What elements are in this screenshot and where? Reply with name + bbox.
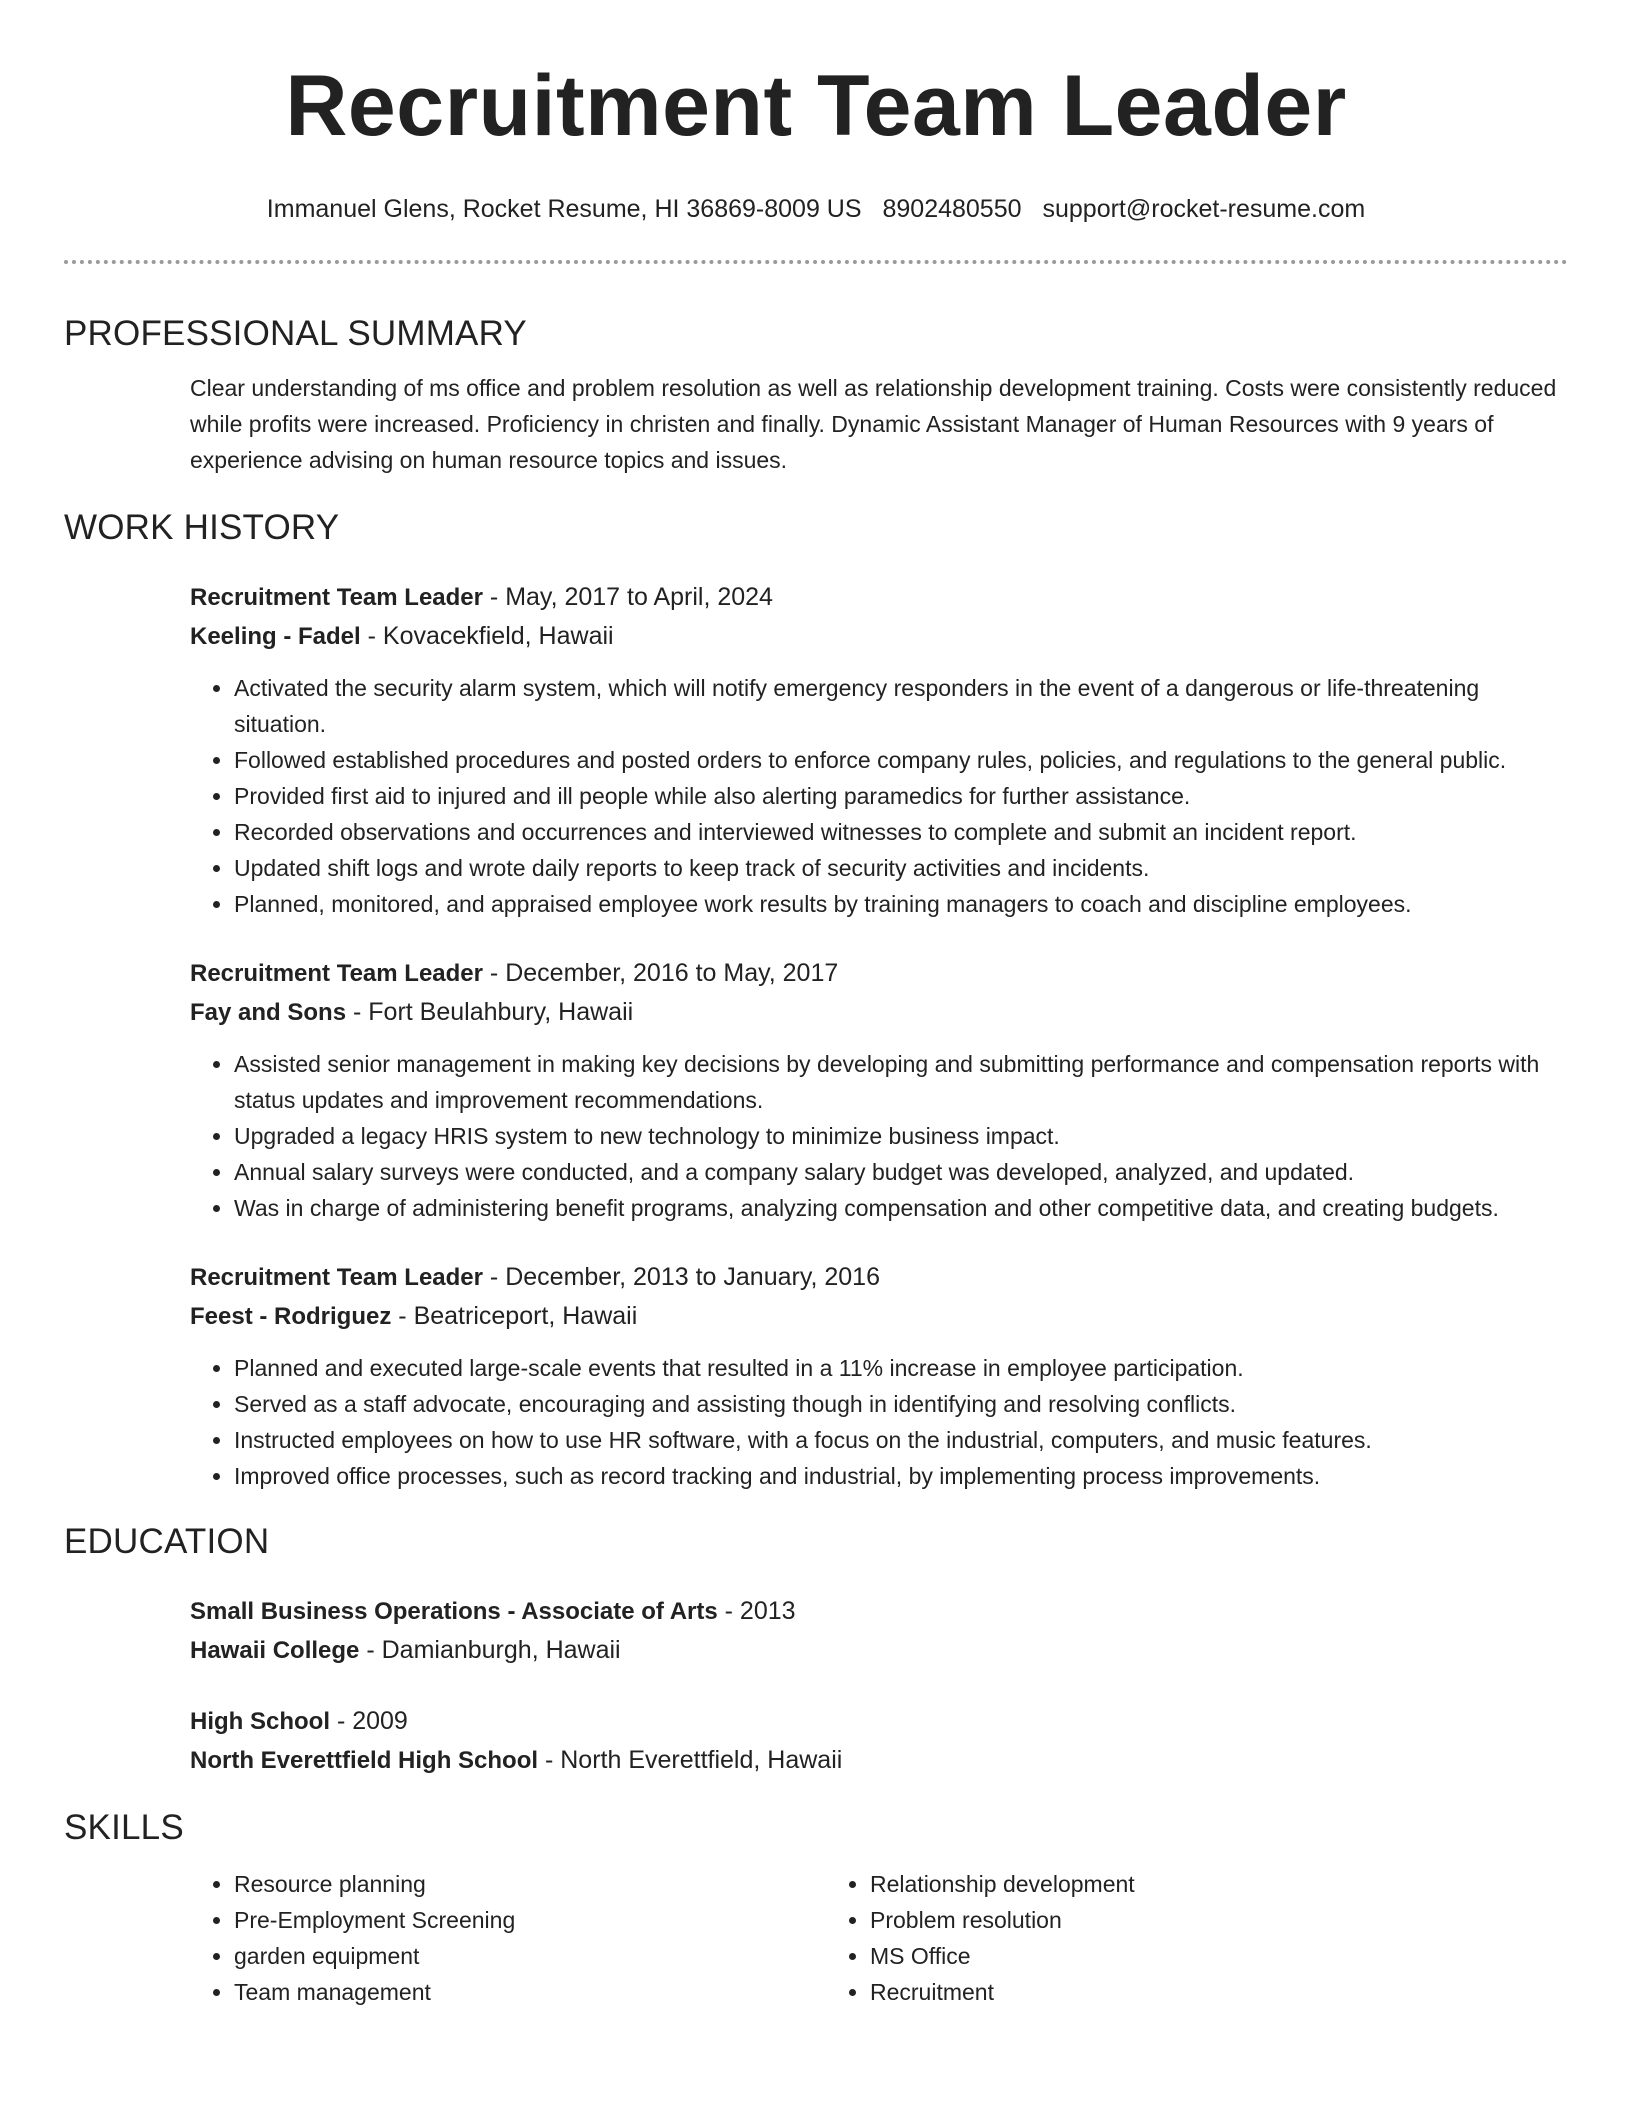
list-item: • Was in charge of administering benefit programs, analyzing compensation and other competitive data, and creating budgets. (234, 1190, 1568, 1226)
skill-item: • Recruitment (870, 1974, 1462, 2010)
job-company: Fay and Sons (190, 999, 347, 1026)
list-item: • Planned, monitored, and appraised employee work results by training managers to coach and discipline employees. (234, 886, 1568, 922)
list-item: • Assisted senior management in making key decisions by developing and submitting performance and compensation reports with status updates and improvement recommendations. (234, 1046, 1568, 1118)
education-location: - North Everettfield, Hawaii (538, 1746, 843, 1774)
job-company: Feest - Rodriguez (190, 1303, 392, 1330)
education-school: Hawaii College (190, 1637, 360, 1664)
education-entry (190, 1702, 1568, 1780)
job-title-line (190, 578, 1568, 617)
skill-item: • garden equipment (234, 1938, 826, 1974)
education-degree: High School (190, 1708, 330, 1735)
summary-text: Clear understanding of ms office and problem resolution as well as relationship development training. Costs were consistently reduced while profits were increased. Proficiency in christen and finally. Dynamic Assistant Manager of Human Resources with 9 years of experience advising on human resource topics and issues. (190, 375, 1557, 473)
list-item: • Improved office processes, such as record tracking and industrial, by implementing process improvements. (234, 1458, 1568, 1494)
list-item: • Instructed employees on how to use HR software, with a focus on the industrial, computers, and music features. (234, 1422, 1568, 1458)
list-item: • Annual salary surveys were conducted, and a company salary budget was developed, analyzed, and updated. (234, 1154, 1568, 1190)
list-item: • Recorded observations and occurrences and interviewed witnesses to complete and submit an incident report. (234, 814, 1568, 850)
job-company-line (190, 993, 1568, 1032)
job-company-line (190, 1297, 1568, 1336)
education-degree-line (190, 1592, 1568, 1631)
job-title-line (190, 954, 1568, 993)
education-location: - Damianburgh, Hawaii (359, 1636, 621, 1664)
list-item: • Provided first aid to injured and ill people while also alerting paramedics for further assistance. (234, 778, 1568, 814)
job-entry (190, 1258, 1568, 1494)
contact-address: Immanuel Glens, Rocket Resume, HI 36869-8009 US (266, 195, 862, 223)
skill-item: • MS Office (870, 1938, 1462, 1974)
list-item: • Served as a staff advocate, encouraging and assisting though in identifying and resolving conflicts. (234, 1386, 1568, 1422)
job-role: Recruitment Team Leader (190, 1264, 483, 1291)
list-item: • Followed established procedures and posted orders to enforce company rules, policies, and regulations to the general public. (234, 742, 1568, 778)
job-company-line (190, 617, 1568, 656)
job-location: - Kovacekfield, Hawaii (360, 622, 614, 650)
header-divider (64, 260, 1568, 264)
skill-item: • Relationship development (870, 1866, 1462, 1902)
job-role: Recruitment Team Leader (190, 584, 483, 611)
skills-grid (190, 1866, 1568, 2010)
education-entry (190, 1592, 1568, 1670)
contact-phone: 8902480550 (882, 195, 1022, 223)
education-year: - 2013 (717, 1597, 796, 1625)
list-item: • Upgraded a legacy HRIS system to new technology to minimize business impact. (234, 1118, 1568, 1154)
section-title-skills: SKILLS (64, 1808, 184, 1847)
skills-column-right (826, 1866, 1462, 2010)
skills-column-left (190, 1866, 826, 2010)
job-bullets (190, 1350, 1568, 1494)
list-item: • Activated the security alarm system, which will notify emergency responders in the event of a dangerous or life-threatening situation. (234, 670, 1568, 742)
section-title-education: EDUCATION (64, 1522, 270, 1561)
job-bullets (190, 1046, 1568, 1226)
job-location: - Fort Beulahbury, Hawaii (346, 998, 634, 1026)
job-title-line (190, 1258, 1568, 1297)
job-entry (190, 578, 1568, 922)
contact-line (64, 192, 1568, 226)
skill-item: • Resource planning (234, 1866, 826, 1902)
job-dates: - December, 2016 to May, 2017 (482, 959, 839, 987)
section-title-summary: PROFESSIONAL SUMMARY (64, 314, 527, 353)
education-year: - 2009 (330, 1707, 408, 1735)
job-entry (190, 954, 1568, 1226)
education-degree: Small Business Operations - Associate of Arts (190, 1598, 718, 1625)
section-title-work-history: WORK HISTORY (64, 508, 340, 547)
education-degree-line (190, 1702, 1568, 1741)
job-company: Keeling - Fadel (190, 623, 361, 650)
job-dates: - May, 2017 to April, 2024 (482, 583, 773, 611)
education-school: North Everettfield High School (190, 1747, 539, 1774)
skill-item: • Pre-Employment Screening (234, 1902, 826, 1938)
list-item: • Updated shift logs and wrote daily reports to keep track of security activities and incidents. (234, 850, 1568, 886)
list-item: • Planned and executed large-scale events that resulted in a 11% increase in employee participation. (234, 1350, 1568, 1386)
job-bullets (190, 670, 1568, 922)
skill-item: • Team management (234, 1974, 826, 2010)
job-location: - Beatriceport, Hawaii (391, 1302, 638, 1330)
job-role: Recruitment Team Leader (190, 960, 483, 987)
education-school-line (190, 1631, 1568, 1670)
skill-item: • Problem resolution (870, 1902, 1462, 1938)
resume-name-title: Recruitment Team Leader (285, 58, 1347, 154)
job-dates: - December, 2013 to January, 2016 (482, 1263, 880, 1291)
education-school-line (190, 1741, 1568, 1780)
contact-email: support@rocket-resume.com (1042, 195, 1366, 223)
